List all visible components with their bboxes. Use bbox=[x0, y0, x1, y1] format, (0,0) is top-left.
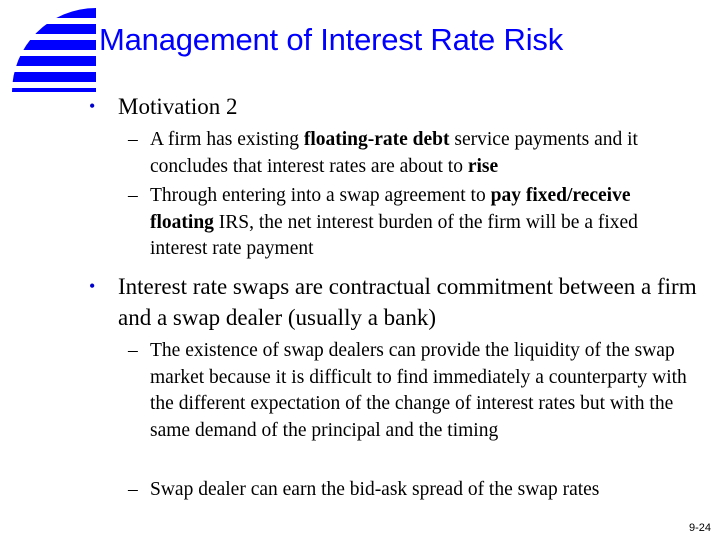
bullet-interest-rate-swaps bbox=[89, 271, 698, 333]
page-number: 9-24 bbox=[688, 522, 711, 534]
dash-marker: – bbox=[128, 479, 138, 500]
subbullet-text: Swap dealer can earn the bid-ask spread of the swap rates bbox=[150, 479, 600, 500]
bold-term: pay fixed/receive floating bbox=[150, 185, 631, 233]
dash-marker: – bbox=[128, 185, 138, 206]
bullet-text: Interest rate swaps are contractual commitment between a firm and a swap dealer (usually a bank) bbox=[118, 274, 697, 330]
subbullet-swap-dealers bbox=[128, 338, 690, 444]
subbullet-text: A firm has existing bbox=[150, 129, 304, 150]
bullet-dot: • bbox=[89, 96, 96, 116]
subbullet-swap-agreement bbox=[128, 183, 690, 263]
bullet-dot: • bbox=[89, 276, 96, 296]
bullet-motivation bbox=[89, 91, 698, 122]
subbullet-bid-ask bbox=[128, 477, 690, 504]
subbullet-floating-rate bbox=[128, 127, 690, 180]
bold-term: rise bbox=[467, 155, 499, 177]
dash-marker: – bbox=[128, 340, 138, 361]
dash-marker: – bbox=[128, 129, 138, 150]
globe-logo-icon bbox=[10, 8, 96, 92]
subbullet-text: The existence of swap dealers can provide the liquidity of the swap market because it is difficult to find immediately a counterparty with the different expectation of the change of interest rates but with the same demand of the principal and the timing bbox=[150, 340, 687, 441]
bold-term: floating-rate debt bbox=[303, 129, 450, 150]
subbullet-text: service payments and it concludes that interest rates are about to bbox=[150, 129, 638, 177]
subbullet-text: IRS, the net interest burden of the firm will be a fixed interest rate payment bbox=[150, 211, 638, 259]
bullet-text: Motivation 2 bbox=[118, 94, 238, 119]
slide-title: Management of Interest Rate Risk bbox=[99, 22, 563, 57]
subbullet-text: Through entering into a swap agreement to bbox=[150, 185, 491, 206]
